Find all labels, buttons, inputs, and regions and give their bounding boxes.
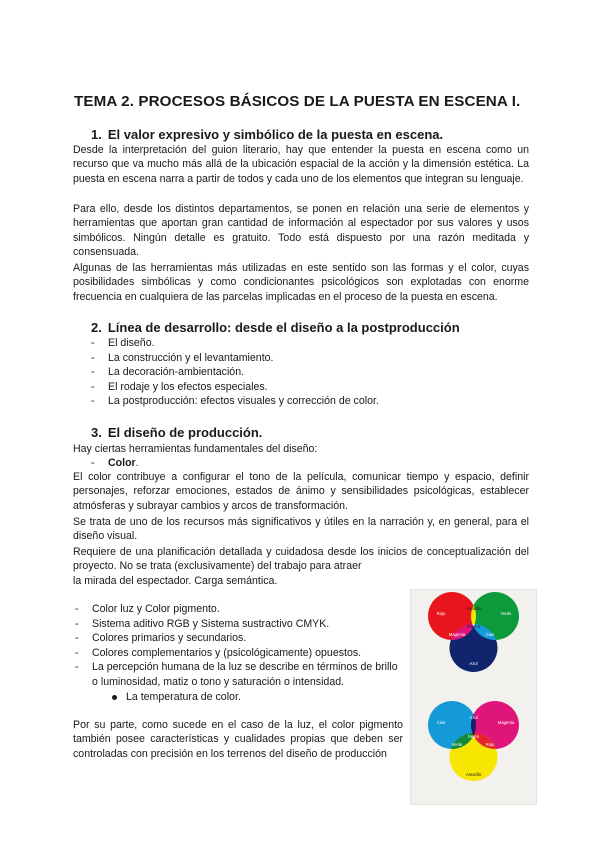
list-item: - La construcción y el levantamiento.	[91, 351, 379, 366]
list-item: - Colores complementarios y (psicológicamente) opuestos.	[75, 646, 405, 661]
temperature-bullet	[112, 690, 241, 704]
rgb-label-cyan: Cian	[485, 632, 495, 637]
section-3-number: 3.	[91, 425, 102, 440]
color-mixing-figure	[410, 589, 537, 805]
rgb-label-white: Blanco	[467, 624, 480, 629]
section-1-title: El valor expresivo y simbólico de la puesta en escena.	[107, 127, 444, 142]
rgb-label-yellow: Amarillo	[465, 606, 482, 611]
color-paragraph-4: la mirada del espectador. Carga semántica.	[73, 575, 278, 587]
cmy-label-yellow: Amarillo	[465, 772, 482, 777]
color-subheading-label: Color	[108, 457, 136, 469]
bullet-icon	[112, 695, 117, 700]
section-1-heading	[91, 127, 443, 142]
cmy-label-black: Negro	[467, 734, 480, 739]
cmy-label-red: Rojo	[485, 742, 495, 747]
section-1-number: 1.	[91, 127, 102, 142]
cmy-label-green: Verde	[451, 742, 463, 747]
color-subheading: - Color.	[91, 457, 139, 469]
color-mixing-diagram	[411, 590, 536, 804]
color-paragraph-2: Se trata de uno de los recursos más significativos y útiles en la narración y, en general, para el diseño visual.	[73, 516, 529, 543]
list-item: - Sistema aditivo RGB y Sistema sustractivo CMYK.	[75, 617, 405, 632]
rgb-label-green: Verde	[500, 611, 512, 616]
list-item: - La postproducción: efectos visuales y corrección de color.	[91, 394, 379, 409]
section-3-heading	[91, 425, 262, 440]
list-item: - El rodaje y los efectos especiales.	[91, 380, 379, 395]
cmy-label-blue: Azul	[469, 715, 478, 720]
temperature-bullet-label: La temperatura de color.	[126, 691, 241, 703]
rgb-additive-diagram	[428, 592, 519, 672]
section-3-intro: Hay ciertas herramientas fundamentales del diseño:	[73, 443, 318, 455]
list-item: - La decoración-ambientación.	[91, 365, 379, 380]
cmy-subtractive-diagram	[428, 701, 519, 781]
list-item: - Colores primarios y secundarios.	[75, 631, 405, 646]
color-concepts-list	[75, 602, 405, 690]
color-paragraph-1: El color contribuye a configurar el tono de la película, comunicar tiempo y espacio, definir personajes, reforzar emociones, estados de ánimo y sensibilidades psicológicas, establecer atmósferas y subrayar cambios y arcos de transformación.	[73, 471, 529, 512]
cmy-label-magenta: Magenta	[497, 720, 515, 725]
document-title: TEMA 2. PROCESOS BÁSICOS DE LA PUESTA EN ESCENA I.	[74, 93, 521, 110]
section-2-list	[91, 336, 379, 409]
rgb-label-magenta: Magenta	[448, 632, 466, 637]
section-1-paragraph-3: Algunas de las herramientas más utilizadas en este sentido son las formas y el color, cuyas posibilidades simbólicas y como condicionantes psicológicos son explotadas con enorme frecuencia en cualquiera de las parcelas implicadas en el proceso de la puesta en escena.	[73, 262, 529, 303]
section-2-heading	[91, 320, 460, 335]
rgb-label-red: Rojo	[436, 611, 446, 616]
color-paragraph-3: Requiere de una planificación detallada y cuidadosa desde los inicios de conceptualización del proyecto. No se trata (exclusivamente) del trabajo para atraer	[73, 546, 529, 573]
section-2-title: Línea de desarrollo: desde el diseño a la postproducción	[107, 320, 460, 335]
rgb-label-blue: Azul	[469, 661, 478, 666]
list-item: - Color luz y Color pigmento.	[75, 602, 405, 617]
section-2-number: 2.	[91, 320, 102, 335]
list-item: - El diseño.	[91, 336, 379, 351]
list-item: - La percepción humana de la luz se describe en términos de brillo o luminosidad, matiz o tono y saturación o intensidad.	[75, 660, 405, 689]
section-3-title: El diseño de producción.	[107, 425, 263, 440]
section-1-paragraph-2: Para ello, desde los distintos departamentos, se ponen en relación una serie de elementos y herramientas que aportan gran cantidad de información al espectador por sus valores y usos simbólicos. Ningún detalle es gratuito. Todo está dispuesto por una razón meditada y consensuada.	[73, 203, 529, 258]
closing-paragraph: Por su parte, como sucede en el caso de la luz, el color pigmento también posee características y cualidades propias que deben ser controladas con precisión en los terrenos del diseño de producción	[73, 719, 403, 760]
section-1-paragraph-1: Desde la interpretación del guion literario, hay que entender la puesta en escena como un recurso que va mucho más allá de la ubicación espacial de la acción y la dimensión estética. La puesta en escena narra a partir de todos y cada uno de los elementos que integran su lenguaje.	[73, 144, 529, 185]
cmy-label-cyan: Cian	[436, 720, 446, 725]
